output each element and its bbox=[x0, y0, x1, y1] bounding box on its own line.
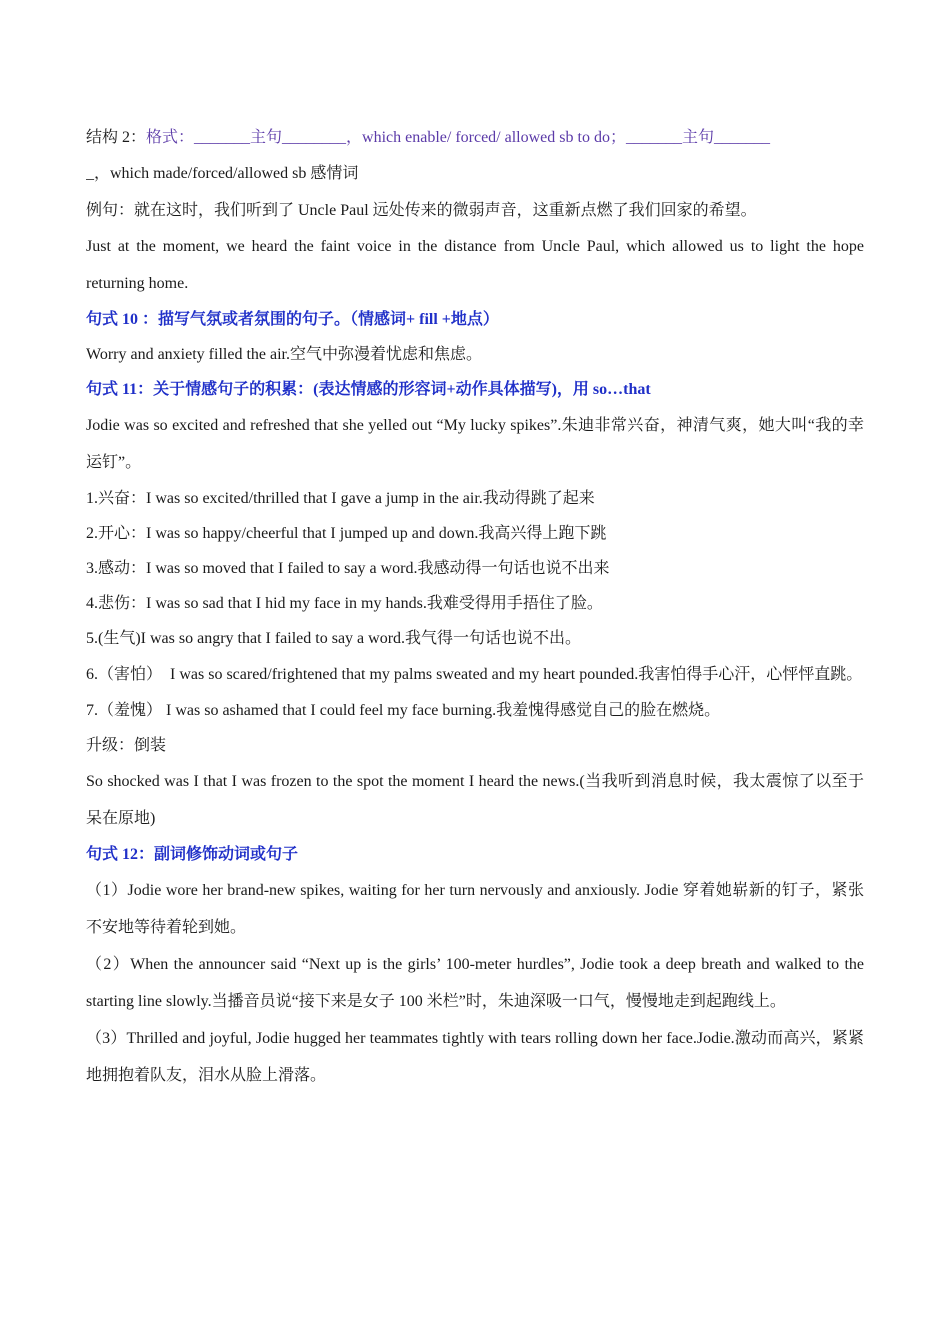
pattern11-item-6: 6.（害怕） I was so scared/frightened that my palms sweated and my heart pounded.我害怕得手心汗，心怦怦直跳。 bbox=[86, 666, 863, 683]
pattern11-item-5: 5.(生气)I was so angry that I failed to say a word.我气得一句话也说不出。 bbox=[86, 630, 582, 647]
structure2-label: 结构 2： bbox=[86, 129, 147, 146]
pattern12-item-1: （1）Jodie wore her brand-new spikes, waiting for her turn nervously and anxiously. Jodie 穿着她崭新的钉子，紧张不安地等待着轮到她。 bbox=[86, 882, 864, 936]
pattern11-item-4: 4.悲伤：I was so sad that I hid my face in my hands.我难受得用手捂住了脸。 bbox=[86, 595, 603, 612]
pattern12-item-3: （3）Thrilled and joyful, Jodie hugged her teammates tightly with tears rolling down her face.Jodie.激动而高兴，紧紧地拥抱着队友，泪水从脸上滑落。 bbox=[86, 1030, 864, 1084]
structure2-example-en: Just at the moment, we heard the faint voice in the distance from Uncle Paul, which allowed us to light the hope returning home. bbox=[86, 238, 864, 292]
structure2-example-label: 例句：就在这时，我们听到了 Uncle Paul 远处传来的微弱声音，这重新点燃了我们回家的希望。 bbox=[86, 202, 757, 219]
structure2-format-line-1 bbox=[86, 120, 864, 155]
pattern11-item-2: 2.开心：I was so happy/cheerful that I jumped up and down.我高兴得上跑下跳 bbox=[86, 525, 607, 542]
pattern10-heading: 句式 10 ：描写气氛或者氛围的句子。（情感词+ fill +地点） bbox=[86, 311, 499, 328]
pattern11-example: Jodie was so excited and refreshed that she yelled out “My lucky spikes”.朱迪非常兴奋，神清气爽，她大叫“我的幸运钉”。 bbox=[86, 417, 864, 471]
pattern11-upgrade-example: So shocked was I that I was frozen to the spot the moment I heard the news.(当我听到消息时候，我太震惊了以至于呆在原地) bbox=[86, 773, 864, 827]
pattern11-item-3: 3.感动：I was so moved that I failed to say a word.我感动得一句话也说不出来 bbox=[86, 560, 610, 577]
pattern11-upgrade-label: 升级：倒装 bbox=[86, 737, 167, 754]
pattern11-item-1: 1.兴奋：I was so excited/thrilled that I gave a jump in the air.我动得跳了起来 bbox=[86, 490, 595, 507]
pattern11-heading: 句式 11：关于情感句子的积累：(表达情感的形容词+动作具体描写)，用 so…that bbox=[86, 381, 651, 398]
pattern12-heading: 句式 12：副词修饰动词或句子 bbox=[86, 846, 299, 863]
pattern12-item-2: （2）When the announcer said “Next up is the girls’ 100-meter hurdles”, Jodie took a deep breath and walked to the starting line slowly.当播音员说“接下来是女子 100 米栏”时，朱迪深吸一口气，慢慢地走到起跑线上。 bbox=[86, 956, 864, 1010]
structure2-format-line-2: _，which made/forced/allowed sb 感情词 bbox=[86, 165, 359, 182]
document-page bbox=[86, 120, 864, 1094]
pattern10-example: Worry and anxiety filled the air.空气中弥漫着忧虑和焦虑。 bbox=[86, 346, 482, 363]
pattern11-item-7: 7.（羞愧） I was so ashamed that I could feel my face burning.我羞愧得感觉自己的脸在燃烧。 bbox=[86, 702, 721, 719]
structure2-format: 格式：_______主句________，which enable/ forced/ allowed sb to do；_______主句_______ bbox=[146, 129, 770, 146]
